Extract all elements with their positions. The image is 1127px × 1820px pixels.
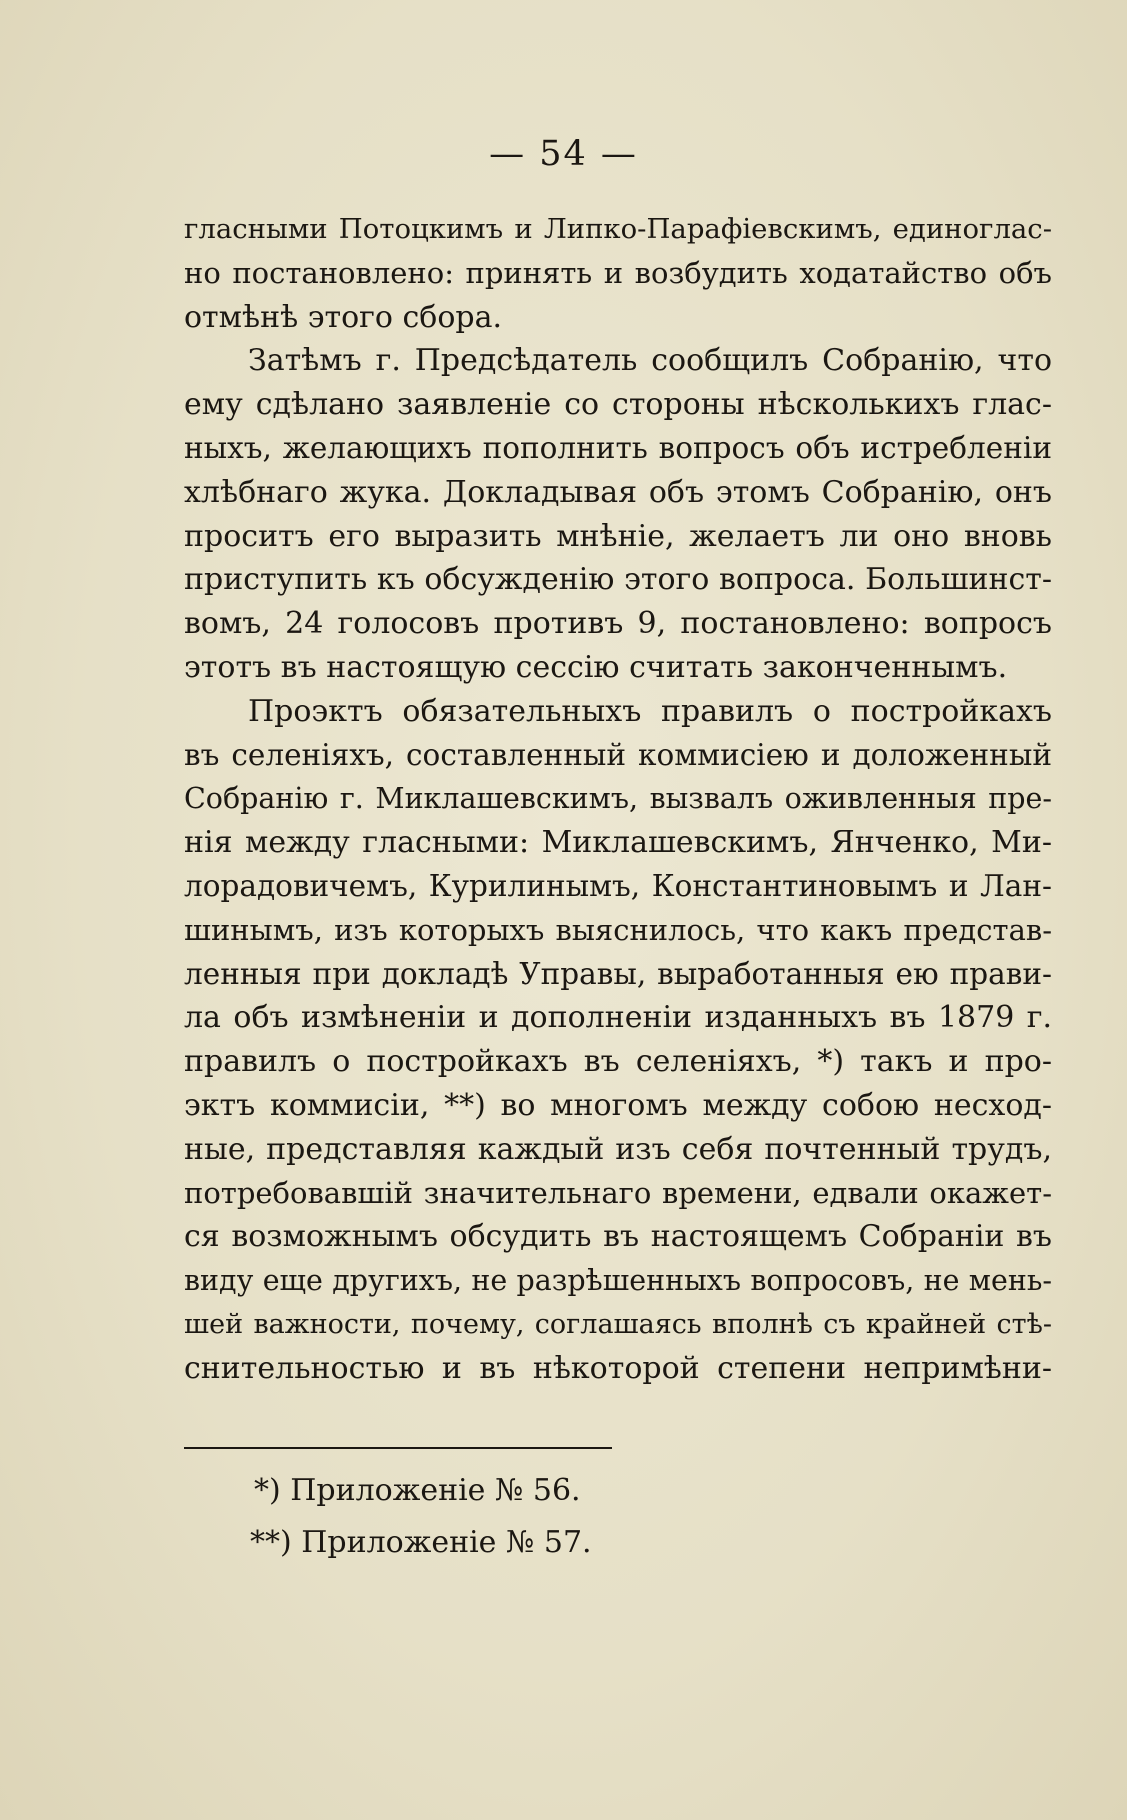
footnote-1: *) Приложеніе № 56. — [254, 1473, 581, 1508]
text-line: гласными Потоцкимъ и Липко-Парафіевскимъ, единоглас- — [184, 213, 1052, 245]
text-line: отмѣнѣ этого сбора. — [184, 299, 503, 335]
text-line: этотъ въ настоящую сессію считать законченнымъ. — [184, 649, 1008, 685]
page-number: — 54 — — [489, 134, 638, 174]
paragraph-1 — [184, 208, 1052, 339]
footnotes — [250, 1465, 592, 1569]
text-line: ленныя при докладѣ Управы, выработанныя ею прави- — [184, 956, 1052, 991]
text-line: нія между гласными: Миклашевскимъ, Янченко, Ми- — [184, 825, 1052, 861]
text-line: Проэктъ обязательныхъ правилъ о постройкахъ — [248, 693, 1052, 729]
text-line: хлѣбнаго жука. Докладывая объ этомъ Собранію, онъ — [184, 474, 1052, 510]
text-line: Собранію г. Миклашевскимъ, вызвалъ оживленныя пре- — [184, 782, 1052, 816]
text-line: но постановлено: принять и возбудить ходатайство объ — [184, 255, 1052, 290]
paragraph-2 — [184, 339, 1052, 689]
text-line: шей важности, почему, соглашаясь вполнѣ съ крайней стѣ- — [184, 1308, 1052, 1340]
text-line: ные, представляя каждый изъ себя почтенный трудъ, — [184, 1131, 1052, 1167]
text-line: снительностью и въ нѣкоторой степени непримѣни- — [184, 1350, 1052, 1386]
text-line: потребовавшій значительнаго времени, едвали окажет- — [184, 1175, 1052, 1210]
footnote-2: **) Приложеніе № 57. — [250, 1525, 592, 1560]
text-line: ныхъ, желающихъ пополнить вопросъ объ истребленіи — [184, 430, 1052, 465]
text-line: вомъ, 24 голосовъ противъ 9, постановлено: вопросъ — [184, 606, 1052, 642]
text-line: шинымъ, изъ которыхъ выяснилось, что какъ представ- — [184, 912, 1052, 947]
paragraph-3 — [184, 690, 1052, 1391]
text-line: правилъ о постройкахъ въ селеніяхъ, *) такъ и про- — [184, 1044, 1052, 1080]
text-line: приступить къ обсужденію этого вопроса. Большинст- — [184, 562, 1052, 598]
text-line: виду еще другихъ, не разрѣшенныхъ вопросовъ, не мень- — [184, 1264, 1052, 1298]
text-line: эктъ коммисіи, **) во многомъ между собою несход- — [184, 1087, 1052, 1123]
text-line: Затѣмъ г. Предсѣдатель сообщилъ Собранію, что — [248, 343, 1052, 379]
footnote-divider — [184, 1447, 612, 1449]
text-line: ся возможнымъ обсудить въ настоящемъ Собраніи въ — [184, 1219, 1052, 1255]
body-text — [184, 208, 1052, 1391]
text-line: проситъ его выразить мнѣніе, желаетъ ли оно вновь — [184, 518, 1052, 554]
text-line: ла объ измѣненіи и дополненіи изданныхъ въ 1879 г. — [184, 1000, 1052, 1036]
text-line: лорадовичемъ, Курилинымъ, Константиновымъ и Лан- — [184, 868, 1052, 903]
text-line: ему сдѣлано заявленіе со стороны нѣсколькихъ глас- — [184, 387, 1052, 423]
text-line: въ селеніяхъ, составленный коммисіею и доложенный — [184, 737, 1052, 772]
